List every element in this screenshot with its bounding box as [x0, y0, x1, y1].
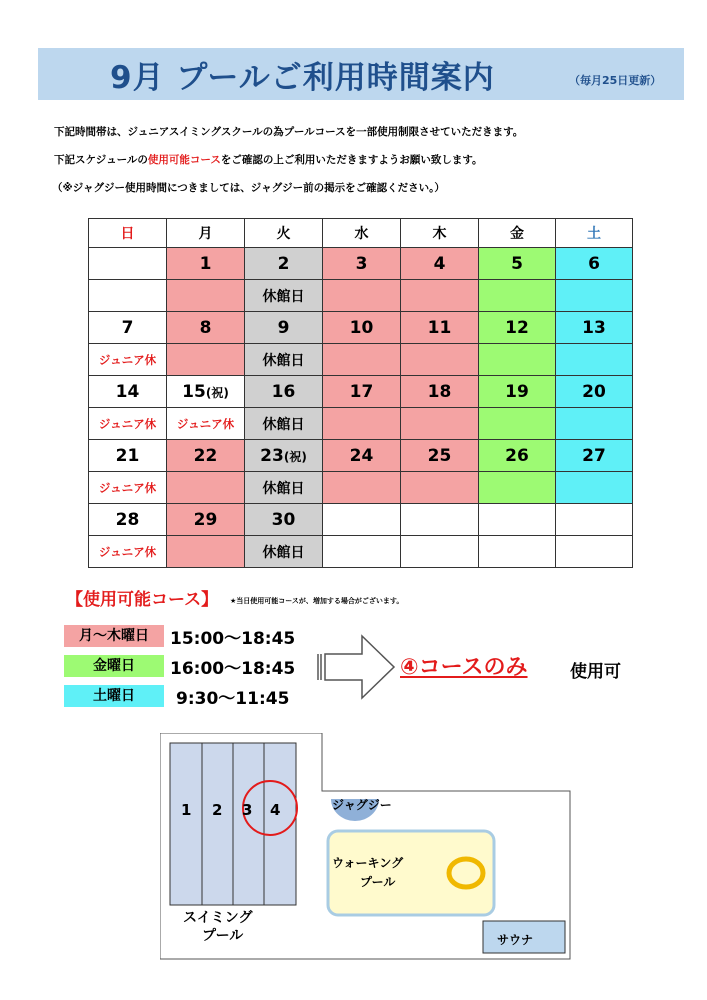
- closed-day-label: 休館日: [245, 472, 323, 504]
- note-cell: [479, 408, 556, 440]
- note-cell: [167, 472, 245, 504]
- day-cell: 1: [167, 248, 245, 280]
- week-3-dates: [89, 376, 633, 408]
- day-cell: 5: [479, 248, 556, 280]
- sauna-label: サウナ: [497, 933, 534, 947]
- right-arrow-icon: [316, 630, 396, 704]
- week-2-notes: [89, 344, 633, 376]
- note-line-1: 下記時間帯は、ジュニアスイミングスクールの為プールコースを一部使用制限させていただきます。: [54, 126, 524, 138]
- note-cell: [323, 472, 401, 504]
- note-highlight: 使用可能コース: [147, 154, 221, 166]
- note-cell: [479, 472, 556, 504]
- note-cell: [556, 280, 633, 312]
- weekday-thu: 木: [401, 219, 479, 248]
- note-cell: [556, 472, 633, 504]
- day-cell: 4: [401, 248, 479, 280]
- note-cell: [479, 280, 556, 312]
- time-fri: 16:00～18:45: [170, 659, 296, 679]
- day-cell: 19: [479, 376, 556, 408]
- day-cell: 9: [245, 312, 323, 344]
- week-3-notes: [89, 408, 633, 440]
- legend-mon-thu: 月～木曜日: [64, 625, 164, 647]
- walking-pool-label-1: ウォーキング: [332, 856, 404, 870]
- note-cell: [556, 536, 633, 568]
- week-5-notes: [89, 536, 633, 568]
- legend-sat: 土曜日: [64, 685, 164, 707]
- day-cell: 8: [167, 312, 245, 344]
- day-cell: 26: [479, 440, 556, 472]
- weekday-sun: 日: [89, 219, 167, 248]
- day-cell: 2: [245, 248, 323, 280]
- day-cell: 24: [323, 440, 401, 472]
- weekday-tue: 火: [245, 219, 323, 248]
- weekday-wed: 水: [323, 219, 401, 248]
- lane-4-only: ④コースのみ: [400, 655, 528, 680]
- usable-label: 使用可: [570, 662, 621, 682]
- week-1-notes: [89, 280, 633, 312]
- note-line-3: （※ジャグジー使用時間につきましては、ジャグジー前の掲示をご確認ください。）: [52, 182, 445, 194]
- note-cell: [556, 408, 633, 440]
- closed-day-label: 休館日: [245, 408, 323, 440]
- closed-day-label: 休館日: [245, 536, 323, 568]
- junior-off-label: ジュニア休: [89, 408, 167, 440]
- day-cell: [323, 504, 401, 536]
- day-cell: [89, 248, 167, 280]
- week-4-dates: [89, 440, 633, 472]
- update-note: （毎月25日更新）: [569, 74, 662, 87]
- day-cell: 13: [556, 312, 633, 344]
- note-cell: [323, 536, 401, 568]
- note-cell: [401, 280, 479, 312]
- week-1-dates: [89, 248, 633, 280]
- day-cell: 20: [556, 376, 633, 408]
- lane-4-label: 4: [270, 801, 281, 819]
- day-cell: 30: [245, 504, 323, 536]
- junior-off-label: ジュニア休: [89, 536, 167, 568]
- day-cell: [401, 504, 479, 536]
- closed-day-label: 休館日: [245, 344, 323, 376]
- week-5-dates: [89, 504, 633, 536]
- day-cell: 18: [401, 376, 479, 408]
- day-cell: 16: [245, 376, 323, 408]
- note-cell: [556, 344, 633, 376]
- holiday-mark: (祝): [283, 449, 307, 464]
- note-cell: [479, 344, 556, 376]
- swimming-pool-label-1: スイミング: [183, 910, 253, 926]
- available-courses-heading: 【使用可能コース】: [66, 590, 219, 610]
- day-cell: 27: [556, 440, 633, 472]
- closed-day-label: 休館日: [245, 280, 323, 312]
- note-cell: [323, 344, 401, 376]
- day-cell: 22: [167, 440, 245, 472]
- available-courses-note: ★当日使用可能コースが、増加する場合がございます。: [230, 597, 404, 605]
- note-cell: [401, 344, 479, 376]
- week-4-notes: [89, 472, 633, 504]
- time-sat: 9:30～11:45: [176, 689, 290, 709]
- note-cell: [167, 344, 245, 376]
- day-cell: 25: [401, 440, 479, 472]
- day-cell: [479, 504, 556, 536]
- day-cell: 14: [89, 376, 167, 408]
- lane-3-label: 3: [242, 801, 253, 819]
- time-mon-thu: 15:00～18:45: [170, 629, 296, 649]
- note-cell: [401, 472, 479, 504]
- note-cell: [479, 536, 556, 568]
- day-cell: 6: [556, 248, 633, 280]
- page-title: 9月 プールご利用時間案内: [110, 60, 495, 96]
- junior-off-label: ジュニア休: [167, 408, 245, 440]
- note-cell: [167, 280, 245, 312]
- walking-pool-label-2: プール: [360, 875, 396, 889]
- note-line-2: 下記スケジュールの使用可能コースをご確認の上ご利用いただきますようお願い致します。: [54, 154, 483, 166]
- day-cell: 12: [479, 312, 556, 344]
- weekday-fri: 金: [479, 219, 556, 248]
- note-cell: [167, 536, 245, 568]
- note-cell: [401, 408, 479, 440]
- day-cell: 10: [323, 312, 401, 344]
- day-cell: 15(祝): [167, 376, 245, 408]
- note-cell: [401, 536, 479, 568]
- note-cell: [89, 280, 167, 312]
- jacuzzi-label: ジャグジー: [332, 798, 392, 812]
- weekday-sat: 土: [556, 219, 633, 248]
- day-cell: 28: [89, 504, 167, 536]
- day-cell: 11: [401, 312, 479, 344]
- swimming-pool-label-2: プール: [202, 928, 244, 944]
- note-cell: [323, 408, 401, 440]
- day-cell: 23(祝): [245, 440, 323, 472]
- walking-pool: [328, 831, 494, 915]
- weekday-mon: 月: [167, 219, 245, 248]
- week-2-dates: [89, 312, 633, 344]
- september-calendar: [88, 218, 633, 568]
- day-cell: 17: [323, 376, 401, 408]
- junior-off-label: ジュニア休: [89, 472, 167, 504]
- note-cell: [323, 280, 401, 312]
- weekday-header-row: [89, 219, 633, 248]
- holiday-mark: (祝): [205, 385, 229, 400]
- day-cell: 3: [323, 248, 401, 280]
- junior-off-label: ジュニア休: [89, 344, 167, 376]
- day-cell: 7: [89, 312, 167, 344]
- day-cell: 29: [167, 504, 245, 536]
- legend-fri: 金曜日: [64, 655, 164, 677]
- lane-2-label: 2: [212, 801, 223, 819]
- lane-1-label: 1: [181, 801, 192, 819]
- day-cell: 21: [89, 440, 167, 472]
- day-cell: [556, 504, 633, 536]
